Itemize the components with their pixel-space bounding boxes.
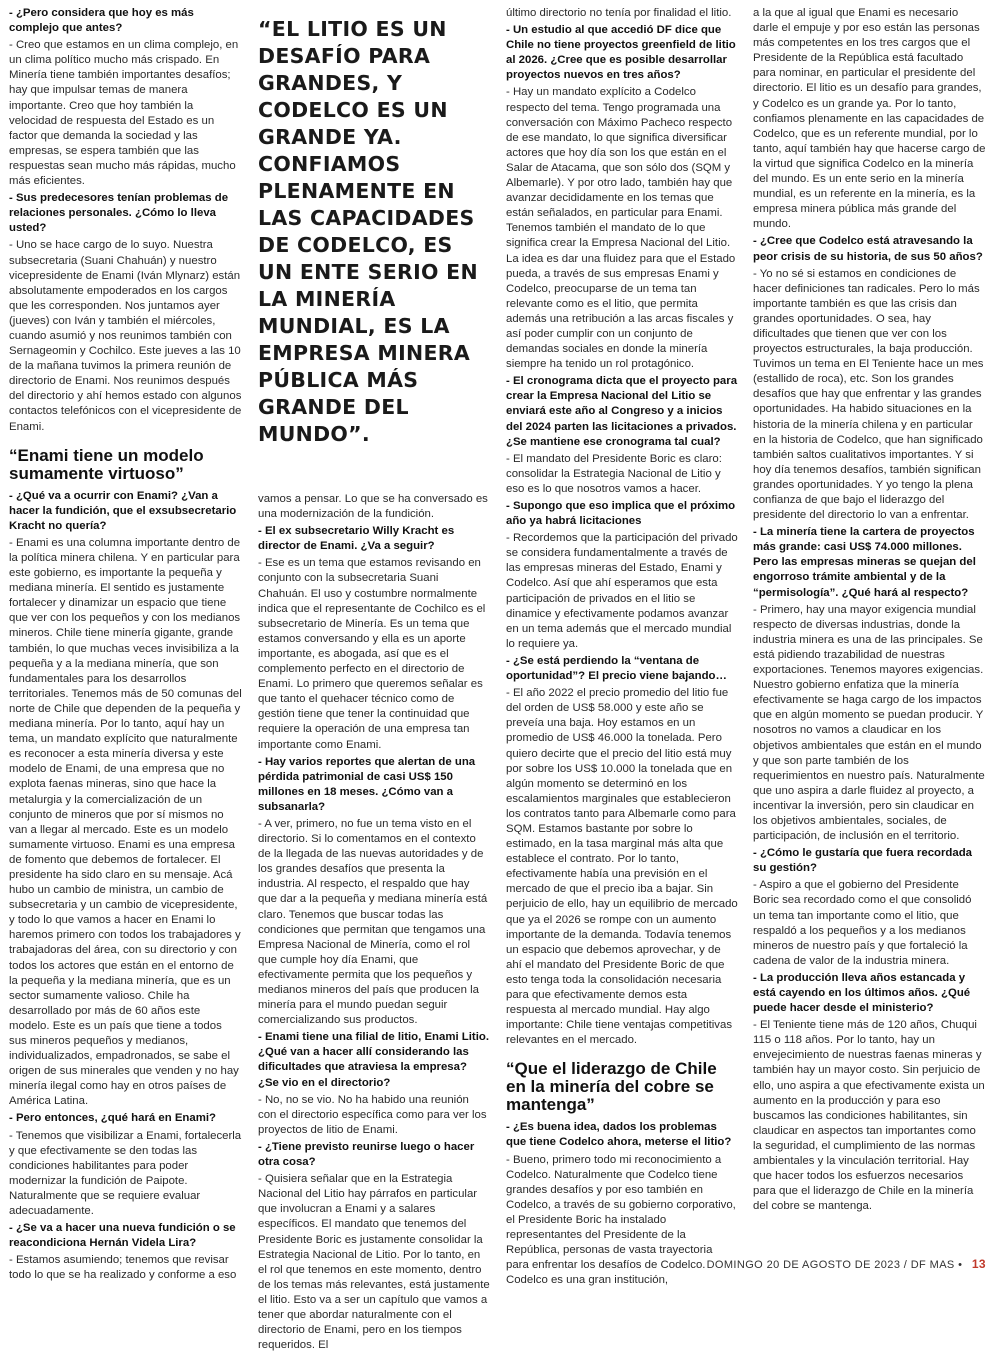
- article-column-2: [258, 6, 490, 1355]
- interview-question: - Hay varios reportes que alertan de una pérdida patrimonial de casi US$ 150 millones en 18 meses. ¿Cómo van a subsanarla?: [258, 755, 476, 813]
- interview-answer: - Primero, hay una mayor exigencia mundial respecto de diversas industrias, donde la industria minera es una de las principales. Se está pidiendo trazabilidad de nuestras exportaciones. Tenemos mayores exigencias. Nuestro gobierno enfatiza que la minería efectivamente se haga cargo de los impactos que en algún momento se puedan producir. Y nosotros no vamos a claudicar en los objetivos ambientales que están en el mundo y que son parte también de los requerimientos en nuestro país. Naturalmente que uno aspira a darle fluidez al proyecto, a incentivar la inversión, pero sin claudicar en los objetivos ambientales, sociales, de participación, de inclusión en el territorio.: [753, 603, 985, 843]
- interview-question: - La minería tiene la cartera de proyectos más grande: casi US$ 74.000 millones. Pero las empresas mineras se quejan del engorroso trámite ambiental y de la “permisología”. ¿Qué hará al respecto?: [753, 526, 976, 599]
- section-heading: “Que el liderazgo de Chile en la minería del cobre se mantenga”: [506, 1059, 717, 1115]
- article-column-4: [753, 6, 986, 1216]
- interview-question: - Enami tiene una filial de litio, Enami Litio. ¿Qué van a hacer allí considerando las dificultades que atraviesa la empresa? ¿Se vio en el directorio?: [258, 1031, 490, 1089]
- interview-answer: vamos a pensar. Lo que se ha conversado es una modernización de la fundición.: [258, 493, 488, 521]
- interview-answer: - Aspiro a que el gobierno del Presidente Boric sea recordado como el que consolidó un tema tan importante como el litio, que respaldó a los pequeños y a los medianos mineros de nuestro país y que fortaleció la cadena de valor de la industria minera.: [753, 879, 972, 967]
- interview-question: - ¿Pero considera que hoy es más complejo que antes?: [9, 7, 194, 35]
- section-heading: “Enami tiene un modelo sumamente virtuoso”: [9, 445, 204, 483]
- interview-answer: - Hay un mandato explícito a Codelco respecto del tema. Tengo programada una conversación con Máximo Pacheco respecto de ese mandato, lo que significa diversificar actores que hoy día son los que están en el Salar de Atacama, que son sólo dos (SQM y Albemarle). Y por otro lado, también hay que avanzar decididamente en los temas que están señalados, en particular para Enami. Tenemos también el mandato de lo que significa crear la Empresa Nacional del Litio. La idea es dar una fluidez para que el Estado pueda, a través de sus empresas Enami y Codelco, preocuparse de un tema tan relevante como es el litio, que permita además una retribución a las arcas fiscales y así poder cumplir con un conjunto de demandas sociales en donde la minería siempre ha tenido un rol protagónico.: [506, 86, 736, 371]
- interview-answer: - Estamos asumiendo; tenemos que revisar todo lo que se ha realizado y conforme a eso: [9, 1254, 237, 1282]
- page-footer: [707, 1257, 986, 1271]
- interview-question: - ¿Tiene previsto reunirse luego o hacer otra cosa?: [258, 1140, 475, 1169]
- interview-answer: - Creo que estamos en un clima complejo, en un clima político mucho más crispado. En Minería tiene también importantes desafíos; hay que impulsar temas de manera importante. Creo que hoy también la velocidad de respuesta del Estado es un factor que demanda la sociedad y las empresas, se espera también que las respuestas sean mucho más rápidas, mucho más eficientes.: [9, 39, 239, 188]
- interview-question: - Pero entonces, ¿qué hará en Enami?: [9, 1112, 216, 1125]
- interview-question: - El cronograma dicta que el proyecto para crear la Empresa Nacional del Litio se enviará este año al Congreso y a inicios del 2024 parten las licitaciones a privados. ¿Se mantiene ese cronograma tal cual?: [506, 375, 738, 448]
- interview-question: - ¿Cómo le gustaría que fuera recordada su gestión?: [753, 847, 973, 875]
- interview-answer: - Enami es una columna importante dentro de la política minera chilena. Y en particular para este gobierno, es importante la pequeña y mediana minería. El sentido es justamente fortalecer y dinamizar un espacio que tiene que ver con los pequeños y con los medianos mineros. Chile tiene minería gigante, grande también, lo que muchas veces invisibiliza a la pequeña y a la mediana minería, que son fundamentales para los desarrollos territoriales. Tenemos más de 50 comunas del norte de Chile que dependen de la pequeña y mediana minería. Por lo tanto, aquí hay un tema, un mandato explícito que naturalmente es reconocer a esta minería diversa y este modelo de Enami, de una empresa que no explota faenas mineras, sino que hace la metalurgia y la comercialización de un conjunto de mineros que por sí mismos no van a llegar al mercado. Este es un modelo sumamente virtuoso. Enami es una empresa de fomento que debemos de fortalecer. El presidente ha sido claro en su mensaje. Acá hubo un cambio de ministra, un cambio de subsecretaria y un cambio de vicepresidente, y todo lo que vamos a hacer en Enami lo haremos primero con todos los trabajadores y trabajadoras del área, con su directorio y con todos los actores que están en el entorno de la pequeña y la mediana minería, que es un sector sumamente valioso. Chile ha desarrollado por más de 60 años este modelo. Este es un país que tiene a todos sus mineros pequeños y medianos, individualizados, empadronados, se sabe el origen de sus minerales que venden y no hay minería ilegal como hay en otros países de América Latina.: [9, 536, 242, 1108]
- interview-answer: - Recordemos que la participación del privado se considera fundamentalmente a través de las empresas mineras del Estado, Enami y Codelco. Así que ahí esperamos que esta participación de privados en el litio se dinamice y efectivamente podamos avanzar en un tema además que el mercado mundial lo requiere ya.: [506, 532, 738, 650]
- interview-question: - Un estudio al que accedió DF dice que Chile no tiene proyectos greenfield de litio al 2026. ¿Cree que es posible desarrollar proyectos nuevos en tres años?: [506, 24, 736, 82]
- interview-answer: último directorio no tenía por finalidad el litio.: [506, 7, 732, 19]
- interview-answer: - El mandato del Presidente Boric es claro: consolidar la Estrategia Nacional de Litio y eso es lo que nosotros vamos a hacer.: [506, 452, 722, 495]
- interview-question: - ¿Cree que Codelco está atravesando la peor crisis de su historia, de sus 50 años?: [753, 235, 983, 263]
- interview-question: - ¿Qué va a ocurrir con Enami? ¿Van a hacer la fundición, que el exsubsecretario Kracht no quería?: [9, 489, 237, 532]
- interview-question: - Supongo que eso implica que el próximo año ya habrá licitaciones: [506, 500, 736, 528]
- interview-answer: - Ese es un tema que estamos revisando en conjunto con la subsecretaria Suani Chahuán. El uso y costumbre normalmente indica que el representante de Cochilco es el subsecretario de Minería. Es un tema que estamos conversando y ella es un aporte importante, es abogada, así que es el complemento perfecto en el directorio de Enami. Lo primero que queremos señalar es que tanto el quehacer técnico como de gestión tiene que tener la continuidad que requiere la operación de una empresa tan importante como Enami.: [258, 557, 486, 751]
- interview-answer: - Tenemos que visibilizar a Enami, fortalecerla y que efectivamente se den todas las condiciones habilitantes para poder modernizar la fundición de Paipote. Naturalmente que se requiere evaluar adecuadamente.: [9, 1129, 242, 1218]
- interview-answer: - El año 2022 el precio promedio del litio fue del orden de US$ 58.000 y este año se preveía una baja. Hoy estamos en un promedio de US$ 46.000 la tonelada. Pero quiero decirte que el precio del litio está muy por sobre los US$ 10.000 la tonelada que en algún momento se determinó en los escalamientos marginales que establecieron los contratos tanto para Albemarle como para SQM. Estamos bastante por sobre lo estimado, en la tasa marginal más alta que establece el contrato. Por lo tanto, efectivamente había una previsión en el mercado de que el precio iba a bajar. Sin perjuicio de ello, hay un equilibrio de mercado que ya el 2026 se rompe con un aumento importante de la demanda. Todavía tenemos un espacio que debemos aprovechar, y de ahí el mandato del Presidente Boric de que esto tenga toda la consolidación necesaria para que efectivamente demos esta respuesta al mercado mundial. Hay algo importante: Chile tiene ventajas competitivas relevantes en el mercado.: [506, 687, 738, 1047]
- interview-answer: - Bueno, primero todo mi reconocimiento a Codelco. Naturalmente que Codelco tiene grandes desafíos y por eso también en Codelco, a través de su gobierno corporativo, el Presidente Boric ha instalado representantes del Presidente de la República, personas de vasta trayectoria para enfrentar los desafíos de Codelco. Codelco es una gran institución,: [506, 1153, 736, 1287]
- interview-answer: - Yo no sé si estamos en condiciones de hacer definiciones tan radicales. Pero lo más importante también es que las crisis dan grandes oportunidades. O sea, hay dificultades que tienen que ver con los proyectos estructurales, la baja producción. Tuvimos un tema en El Teniente hace un mes (estallido de roca), etc. Son los grandes desafíos que hay que enfrentar y las grandes oportunidades. Ha habido situaciones en la historia de la minería chilena y en particular en la historia de Codelco, que han significado también saltos cualitativos importantes. Y si hoy día tenemos desafíos, también significan grandes oportunidades. Y yo tengo la plena confianza de que bajo el liderazgo del presidente del directorio lo van a enfrentar.: [753, 267, 984, 522]
- interview-question: - El ex subsecretario Willy Kracht es director de Enami. ¿Va a seguir?: [258, 525, 455, 553]
- interview-answer: a la que al igual que Enami es necesario darle el empuje y por eso están las personas más competentes en los tres cargos que el Presidente de la República está facultado para nominar, en particular el presidente del directorio. El litio es un desafío para grandes, y Codelco es un grande ya. Por lo tanto, confiamos plenamente en las capacidades de Codelco, que es un referente mundial, por lo tanto, aquí también hay que hacerse cargo de la virtud que significa Codelco en la minería del mundo. Es un ente serio en la minería mundial, es un referente en la minería, es la empresa minera pública más grande del mundo.: [753, 7, 986, 231]
- pull-quote: “EL LITIO ES UN DESAFÍO PARA GRANDES, Y CODELCO ES UN GRANDE YA. CONFIAMOS PLENAMENTE EN LAS CAPACIDADES DE CODELCO, ES UN ENTE SERIO EN LA MINERÍA MUNDIAL, ES LA EMPRESA MINERA PÚBLICA MÁS GRANDE DEL MUNDO”.: [258, 17, 478, 446]
- column-2-body: [258, 492, 490, 1353]
- interview-answer: - Uno se hace cargo de lo suyo. Nuestra subsecretaria (Suani Chahuán) y nuestro vicepresidente de Enami (Iván Mlynarz) están absolutamente empoderados en los cargos que les corresponden. Nos juntamos ayer (jueves) con Iván y también el miércoles, cuando asumió y nos reunimos también con Sernageomin y Cochilco. Este jueves a las 10 de la mañana tuvimos la primera reunión de directorio de Enami. Nos reunimos después del directorio y ahí hemos estado con algunos contactos telefónicos con el vicepresidente de Enami.: [9, 239, 242, 433]
- article-column-1: [9, 6, 242, 1286]
- interview-answer: - Quisiera señalar que en la Estrategia Nacional del Litio hay párrafos en particular que involucran a Enami y a salares específicos. El mandato que tenemos del Presidente Boric es justamente consolidar la Estrategia Nacional de Litio. Por lo tanto, en el rol que tenemos en este momento, dentro de los temas más relevantes, está justamente el litio. Esto va a ser un capítulo que vamos a tener que abordar naturalmente con el directorio de Enami, pero en los tiempos requeridos. El: [258, 1173, 490, 1352]
- interview-question: - Sus predecesores tenían problemas de relaciones personales. ¿Cómo lo lleva usted?: [9, 192, 229, 235]
- interview-question: - ¿Se va a hacer una nueva fundición o se reacondiciona Hernán Videla Lira?: [9, 1222, 236, 1250]
- page-number: 13: [971, 1257, 986, 1271]
- interview-question: - ¿Se está perdiendo la “ventana de oportunidad”? El precio viene bajando…: [506, 654, 727, 683]
- interview-question: - La producción lleva años estancada y está cayendo en los últimos años. ¿Qué puede hacer desde el ministerio?: [753, 971, 971, 1015]
- interview-question: - ¿Es buena idea, dados los problemas que tiene Codelco ahora, meterse el litio?: [506, 1121, 732, 1149]
- interview-answer: - El Teniente tiene más de 120 años, Chuqui 115 o 118 años. Por lo tanto, hay un envejecimiento de nuestras faenas mineras y también hay un mayor costo. Sin perjuicio de ello, uno aspira a que efectivamente exista un aumento en la producción y para eso buscamos las condiciones habilitantes, sin claudicar en aspectos tan importantes como la seguridad, el cumplimiento de las normas ambientales y la vinculación territorial. Hay que hacer todos los esfuerzos necesarios para que el liderazgo de Chile en la minería del cobre se mantenga.: [753, 1019, 985, 1213]
- interview-answer: - No, no se vio. No ha habido una reunión con el directorio específica como para ver los proyectos de litio de Enami.: [258, 1093, 487, 1136]
- interview-answer: - A ver, primero, no fue un tema visto en el directorio. Si lo comentamos en el contexto de la llegada de las nuevas autoridades y de los grandes desafíos que presenta la industria. Al respecto, el respaldo que hay que dar a la pequeña y mediana minería está claro. Tenemos que buscar todas las condiciones que permitan que tengamos una Empresa Nacional de Minería, como el rol que cumple hoy día Enami, que efectivamente permita que los pequeños y medianos mineros del país que producen la minería para el mundo puedan seguir comercializando sus productos.: [258, 817, 488, 1027]
- footer-dateline: DOMINGO 20 DE AGOSTO DE 2023 / DF MAS •: [706, 1259, 963, 1271]
- article-column-3: [506, 6, 738, 1290]
